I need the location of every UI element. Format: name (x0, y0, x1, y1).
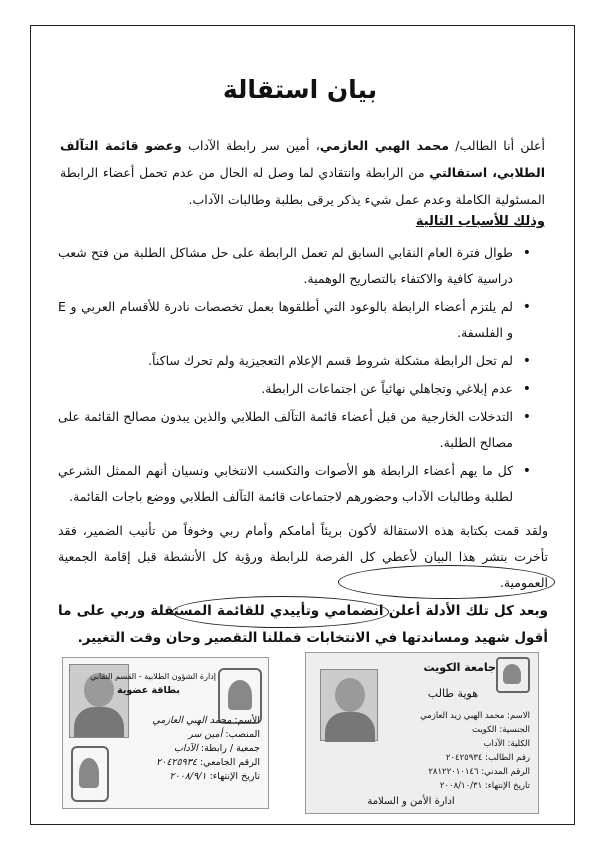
member-association-value: الآداب (173, 743, 198, 754)
member-expiry-label: تاريخ الإنتهاء: (209, 771, 260, 782)
student-number-line: رقم الطالب: ٢٠٤٢٥٩٣٤ (445, 753, 530, 763)
intro-part2: ، أمين سر رابطة الآداب (181, 138, 320, 153)
intro-part3: من الرابطة وانتقادي لما وصل له الحال من عدم تحمل أعضاء الرابطة المسئولية الكاملة وعدم عمل شيء يذكر يرقى بطلبة وطالبات الآداب. (60, 165, 545, 207)
membership-card-title: بطاقة عضوية (117, 685, 180, 696)
reason-item: • لم تحل الرابطة مشكلة شروط قسم الإعلام التعجيزية ولم تحرك ساكناً. (58, 348, 533, 374)
handdrawn-ellipse-final (172, 596, 389, 628)
member-position-value: أمين سر (188, 729, 223, 740)
page-title: بيان استقالة (222, 75, 378, 104)
student-card-university: جامعة الكويت (423, 661, 496, 674)
member-name-value: محمد الهبي العازمي (152, 715, 232, 726)
student-card-title: هوية طالب (427, 687, 478, 700)
student-card-footer: ادارة الأمن و السلامة (367, 796, 455, 807)
closing-paragraph: ولقد قمت بكتابة هذه الاستقالة لأكون بريئاً أمامكم وأمام ربي وخوفاً من تأنيب الضمير، فقد تأخرت بنشر هذا البيان لأعطي كل الفرصة للرابطة ورؤية كل الأنشطة قبل إقامة الجمعية العمومية. (58, 523, 548, 590)
student-civil-number-line: الرقم المدني: ٢٨١٢٢٠١٠١٤٦ (428, 767, 530, 777)
student-expiry-line: تاريخ الإنتهاء: ٢٠٠٨/١٠/٣١ (439, 781, 530, 791)
member-university-no-value: ٢٠٤٢٥٩٣٤ (156, 757, 197, 768)
intro-name: محمد الهبي العازمي (319, 138, 449, 153)
intro-part1: أعلن أنا الطالب/ (448, 138, 545, 153)
member-association-label: جمعية / رابطة: (200, 743, 260, 754)
reason-item: • كل ما يهم أعضاء الرابطة هو الأصوات والتكسب الانتخابي ونسيان أنهم الممثل الشرعي لطلبة وطالبات الآداب وحضورهم لاجتماعات قائمة التآلف الطلابي ووضع باجات القائمة. (58, 458, 533, 510)
membership-card (62, 657, 269, 809)
handdrawn-ellipse-closing (338, 565, 555, 599)
member-expiry-value: ٢٠٠٨/٩/١ (169, 771, 207, 782)
member-university-no-label: الرقم الجامعي: (199, 757, 260, 768)
member-position-label: المنصب: (225, 729, 260, 740)
reason-item: • التدخلات الخارجية من قبل أعضاء قائمة التآلف الطلابي والذين يبدون مصالح القائمة على مصالح الطلبة. (58, 404, 533, 456)
student-faculty-line: الكلية: الآداب (483, 739, 530, 749)
intro-role: وعضو قائمة التآلف الطلابي، استقالتي (60, 138, 545, 180)
membership-header: إدارة الشؤون الطلابية - القسم النقابي (90, 672, 216, 681)
kuwait-university-logo-icon (496, 657, 530, 693)
reasons-list (58, 240, 533, 512)
member-name-label: الأسم: (234, 715, 260, 726)
student-id-card (305, 652, 539, 814)
reason-item: • لم يلتزم أعضاء الرابطة بالوعود التي أطلقوها بعمل تخصصات نادرة للأقسام العربي و E و الفلسفة. (58, 294, 533, 346)
student-nationality-line: الجنسية: الكويت (471, 725, 530, 735)
student-name-line: الاسم: محمد الهبي زيد العازمي (420, 711, 530, 721)
final-paragraph: وبعد كل تلك الأدلة أعلن انضمامي وتأييدي للقائمة المستقلة وربي على ما أقول شهيد ومساندتها في الانتخابات فمللنا التقصير وحان وقت التغيير. (58, 603, 548, 646)
reason-item: • عدم إبلاغي وتجاهلي نهائياً عن اجتماعات الرابطة. (58, 376, 533, 402)
intro-paragraph (60, 132, 545, 213)
reason-item: • طوال فترة العام النقابي السابق لم تعمل الرابطة على حل مشاكل الطلبة من فتح شعب دراسية كافية والاكتفاء بالتصاريح الوهمية. (58, 240, 533, 292)
reasons-heading: وذلك للأسباب التالية (415, 214, 545, 229)
